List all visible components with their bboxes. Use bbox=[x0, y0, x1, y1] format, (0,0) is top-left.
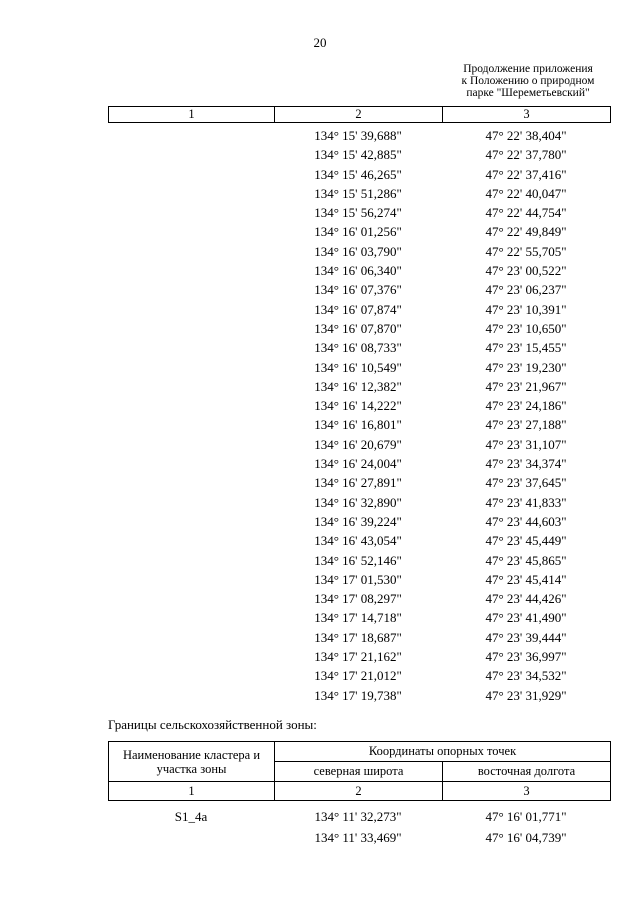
longitude-cell: 47° 23' 45,865" bbox=[485, 552, 567, 568]
longitude-cell: 47° 23' 34,374" bbox=[485, 456, 567, 472]
table-row bbox=[108, 415, 610, 434]
north-latitude-header: северная широта bbox=[275, 762, 443, 782]
longitude-cell: 47° 22' 55,705" bbox=[485, 243, 567, 259]
appendix-note-line: к Положению о природном bbox=[461, 75, 595, 87]
cluster-cell bbox=[108, 493, 274, 512]
table-row bbox=[108, 570, 610, 589]
longitude-cell: 47° 23' 27,188" bbox=[485, 417, 567, 433]
longitude-cell: 47° 16' 04,739" bbox=[485, 830, 567, 845]
longitude-cell: 47° 22' 37,780" bbox=[485, 147, 567, 163]
agri-zone-title: Границы сельскохозяйственной зоны: bbox=[108, 717, 317, 732]
longitude-cell: 47° 23' 00,522" bbox=[485, 263, 567, 279]
cluster-cell bbox=[108, 184, 274, 203]
cluster-cell bbox=[108, 686, 274, 705]
table-row bbox=[108, 203, 610, 222]
longitude-cell: 47° 22' 44,754" bbox=[485, 205, 567, 221]
table-row bbox=[108, 280, 610, 299]
latitude-cell: 134° 17' 01,530" bbox=[314, 571, 402, 587]
table-row bbox=[108, 300, 610, 319]
latitude-cell: 134° 16' 14,222" bbox=[314, 398, 402, 414]
table-row bbox=[108, 647, 610, 666]
cluster-cell bbox=[108, 377, 274, 396]
table-row bbox=[108, 531, 610, 550]
cluster-cell bbox=[108, 261, 274, 280]
cluster-cell bbox=[108, 531, 274, 550]
longitude-cell: 47° 22' 49,849" bbox=[485, 224, 567, 240]
latitude-cell: 134° 16' 24,004" bbox=[314, 456, 402, 472]
latitude-cell: 134° 17' 19,738" bbox=[314, 687, 402, 703]
table-row bbox=[108, 396, 610, 415]
cluster-cell bbox=[108, 396, 274, 415]
latitude-cell: 134° 16' 20,679" bbox=[314, 436, 402, 452]
table-row bbox=[108, 319, 610, 338]
cluster-cell bbox=[108, 338, 274, 357]
agri-zone-table-body bbox=[108, 806, 610, 848]
longitude-cell: 47° 23' 45,414" bbox=[485, 571, 567, 587]
table-row bbox=[108, 512, 610, 531]
longitude-cell: 47° 23' 37,645" bbox=[485, 475, 567, 491]
longitude-cell: 47° 23' 39,444" bbox=[485, 629, 567, 645]
cluster-cell bbox=[108, 827, 274, 848]
longitude-cell: 47° 23' 31,929" bbox=[485, 687, 567, 703]
cluster-cell bbox=[108, 608, 274, 627]
latitude-cell: 134° 11' 33,469" bbox=[314, 830, 402, 845]
longitude-cell: 47° 23' 10,650" bbox=[485, 320, 567, 336]
column-number-1: 1 bbox=[109, 782, 275, 801]
cluster-cell bbox=[108, 551, 274, 570]
table-row bbox=[108, 126, 610, 145]
coordinates-table-body bbox=[108, 126, 610, 705]
table-row bbox=[108, 806, 610, 827]
cluster-cell bbox=[108, 647, 274, 666]
latitude-cell: 134° 16' 08,733" bbox=[314, 340, 402, 356]
table-row bbox=[108, 184, 610, 203]
cluster-cell bbox=[108, 512, 274, 531]
cluster-name-header: Наименование кластера и участка зоны bbox=[109, 742, 275, 782]
latitude-cell: 134° 15' 51,286" bbox=[314, 185, 402, 201]
longitude-cell: 47° 23' 19,230" bbox=[485, 359, 567, 375]
column-number-1: 1 bbox=[109, 107, 275, 123]
column-number-3: 3 bbox=[443, 107, 611, 123]
latitude-cell: 134° 17' 21,162" bbox=[314, 649, 402, 665]
appendix-note bbox=[448, 63, 608, 99]
longitude-cell: 47° 23' 24,186" bbox=[485, 398, 567, 414]
table-row bbox=[108, 666, 610, 685]
column-number-3: 3 bbox=[443, 782, 611, 801]
longitude-cell: 47° 23' 45,449" bbox=[485, 533, 567, 549]
table-row bbox=[108, 608, 610, 627]
longitude-cell: 47° 23' 31,107" bbox=[485, 436, 567, 452]
longitude-cell: 47° 23' 34,532" bbox=[485, 668, 567, 684]
cluster-cell bbox=[108, 358, 274, 377]
latitude-cell: 134° 16' 43,054" bbox=[314, 533, 402, 549]
appendix-note-line: парке "Шереметьевский" bbox=[466, 87, 590, 99]
cluster-cell bbox=[108, 203, 274, 222]
appendix-note-line: Продолжение приложения bbox=[463, 63, 593, 75]
cluster-cell bbox=[108, 242, 274, 261]
latitude-cell: 134° 15' 42,885" bbox=[314, 147, 402, 163]
table-row bbox=[108, 338, 610, 357]
table-row bbox=[108, 145, 610, 164]
page-number: 20 bbox=[313, 35, 327, 50]
latitude-cell: 134° 17' 14,718" bbox=[314, 610, 402, 626]
cluster-cell bbox=[108, 145, 274, 164]
longitude-cell: 47° 23' 21,967" bbox=[485, 378, 567, 394]
latitude-cell: 134° 16' 06,340" bbox=[314, 263, 402, 279]
latitude-cell: 134° 16' 16,801" bbox=[314, 417, 402, 433]
cluster-cell bbox=[108, 300, 274, 319]
cluster-cell bbox=[108, 435, 274, 454]
longitude-cell: 47° 23' 41,490" bbox=[485, 610, 567, 626]
longitude-cell: 47° 23' 41,833" bbox=[485, 494, 567, 510]
latitude-cell: 134° 17' 21,012" bbox=[314, 668, 402, 684]
cluster-cell bbox=[108, 473, 274, 492]
cluster-cell bbox=[108, 222, 274, 241]
latitude-cell: 134° 16' 07,870" bbox=[314, 320, 402, 336]
cluster-cell bbox=[108, 628, 274, 647]
cluster-cell: S1_4a bbox=[174, 809, 208, 824]
column-number-2: 2 bbox=[275, 107, 443, 123]
longitude-cell: 47° 16' 01,771" bbox=[485, 809, 567, 824]
longitude-cell: 47° 22' 40,047" bbox=[485, 185, 567, 201]
latitude-cell: 134° 16' 27,891" bbox=[314, 475, 402, 491]
table-row bbox=[108, 222, 610, 241]
cluster-cell bbox=[108, 454, 274, 473]
latitude-cell: 134° 16' 07,874" bbox=[314, 301, 402, 317]
agri-zone-table-header bbox=[108, 741, 611, 801]
table-row bbox=[108, 628, 610, 647]
latitude-cell: 134° 15' 56,274" bbox=[314, 205, 402, 221]
latitude-cell: 134° 16' 52,146" bbox=[314, 552, 402, 568]
coordinates-table-header bbox=[108, 106, 611, 123]
table-row bbox=[108, 454, 610, 473]
latitude-cell: 134° 15' 46,265" bbox=[314, 166, 402, 182]
cluster-cell bbox=[108, 570, 274, 589]
coordinates-header: Координаты опорных точек bbox=[275, 742, 611, 762]
latitude-cell: 134° 16' 32,890" bbox=[314, 494, 402, 510]
latitude-cell: 134° 11' 32,273" bbox=[314, 809, 402, 824]
table-row bbox=[108, 493, 610, 512]
east-longitude-header: восточная долгота bbox=[443, 762, 611, 782]
longitude-cell: 47° 23' 44,426" bbox=[485, 591, 567, 607]
table-row bbox=[108, 589, 610, 608]
longitude-cell: 47° 23' 15,455" bbox=[485, 340, 567, 356]
table-row bbox=[108, 473, 610, 492]
cluster-cell bbox=[108, 589, 274, 608]
latitude-cell: 134° 16' 39,224" bbox=[314, 513, 402, 529]
longitude-cell: 47° 22' 37,416" bbox=[485, 166, 567, 182]
cluster-cell bbox=[108, 126, 274, 145]
table-row bbox=[108, 686, 610, 705]
table-row bbox=[108, 435, 610, 454]
table-row bbox=[108, 242, 610, 261]
latitude-cell: 134° 17' 08,297" bbox=[314, 591, 402, 607]
table-row bbox=[108, 165, 610, 184]
latitude-cell: 134° 16' 01,256" bbox=[314, 224, 402, 240]
cluster-cell bbox=[108, 319, 274, 338]
table-row bbox=[108, 827, 610, 848]
longitude-cell: 47° 23' 10,391" bbox=[485, 301, 567, 317]
longitude-cell: 47° 23' 36,997" bbox=[485, 649, 567, 665]
latitude-cell: 134° 17' 18,687" bbox=[314, 629, 402, 645]
cluster-cell bbox=[108, 415, 274, 434]
latitude-cell: 134° 16' 12,382" bbox=[314, 378, 402, 394]
longitude-cell: 47° 23' 44,603" bbox=[485, 513, 567, 529]
latitude-cell: 134° 16' 10,549" bbox=[314, 359, 402, 375]
latitude-cell: 134° 15' 39,688" bbox=[314, 128, 402, 143]
cluster-cell bbox=[108, 280, 274, 299]
cluster-cell bbox=[108, 165, 274, 184]
latitude-cell: 134° 16' 03,790" bbox=[314, 243, 402, 259]
column-number-2: 2 bbox=[275, 782, 443, 801]
latitude-cell: 134° 16' 07,376" bbox=[314, 282, 402, 298]
table-row bbox=[108, 261, 610, 280]
cluster-cell bbox=[108, 666, 274, 685]
longitude-cell: 47° 22' 38,404" bbox=[485, 128, 567, 143]
table-row bbox=[108, 551, 610, 570]
table-row bbox=[108, 377, 610, 396]
longitude-cell: 47° 23' 06,237" bbox=[485, 282, 567, 298]
table-row bbox=[108, 358, 610, 377]
